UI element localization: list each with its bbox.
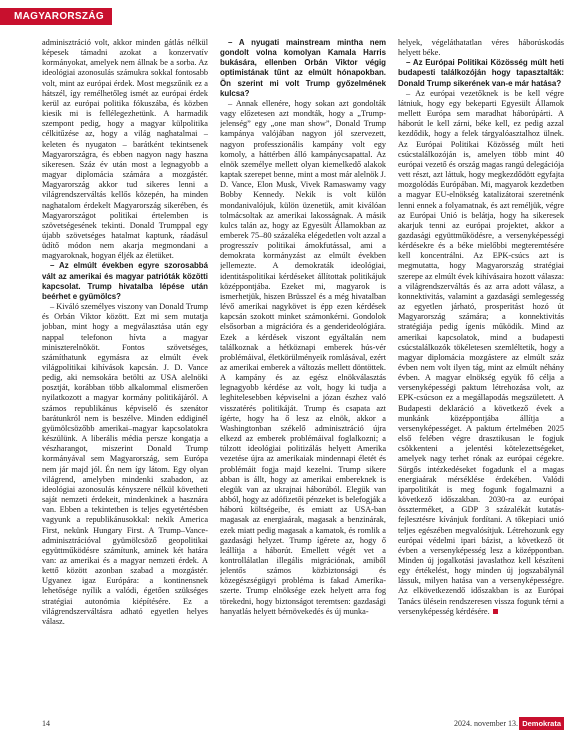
interview-answer: – Az európai vezetőknek is be kell végre látniuk, hogy egy bekeparti Egyesült Államok mellett Európa sem maradhat háborúpárti. A háborút le kell zárni, béke kell, ez pedig azzal kezdődik, hogy a felek tárgyalóasztalhoz ülnek. Az Európai Politikai Közösség múlt heti csúcstalálkozóján is, amelyen több mint 40 európai vezető és ország magas rangú delegációja vett részt, azt láttuk, hogy megkezdődött egyfajta mozgolódás Európában. Mi, magyarok kezdetben a magyar EU-elnökség katalizátorai szeretnénk lenni ennek a folyamatnak, és azt reméljük, végre az Európai Unió is belátja, hogy ha sikeresek akarjuk tenni az európai projektet, akkor a gazdasági együttműködésre, a versenyképességi kérdésekre és a béke mielőbbi megteremtésére kell koncentrálni. Az EPK-csúcs azt is megmutatta, hogy Magyarország stratégiai szerepe az elmúlt évek kihívásaira hozott válasza: a világrendszerváltás és az arra adott válasz, a konnektivitás, valamint a gazdasági semlegesség az egyetlen járható, prosperitást hozó út Magyarország számára; a konnektivitás stratégiája pedig ígenis működik. Mind az amerikai kapcsolatok, mind a budapesti csúcstalálkozók tökéletesen szemléltetik, hogy a magyar diplomácia mozgástere az elmúlt száz évben nem volt ilyen tág, mint az elmúlt néhány évben. A magyar elnökség együk fő célja a versenyképességi paktum létrehozása volt, az EPK-csúcson ez a megállapodás megszületett. A Budapesti deklaráció a következő évek a munkánk középpontjába állítja a versenyképességet. A paktum értelmében 2025 első felében végre drasztikusan le fogjuk csökkenteni a jelentési kötelezettségeket, amelyek nagy terhet rónak az európai cégekre. Sürgős intézkedéseket fogadunk el a magas energiaárak mérséklése érdekében. Valódi iparpolitikát is meg fogunk fogalmazni a következő időszakban. 2030-ra az európai összterméket, a GDP 3 százalékát kutatás-fejlesztésre kívánjuk fordítani. A tőkepiaci unió teljes egészében megvalósítjuk. Létrehozunk egy európai védelmi ipari bázist, a következő öt évben a versenyképesség lesz a középpontban. Minden új jogalkotási javaslathoz kell készíteni egy értékelést, hogy minden új jogszabálynál lássuk, milyen hatása van a versenyképességre. Az elkövetkezendő időszakban is az Európai Tanács ülésein rendszeresen vissza fogunk térni a versenyképesség kérdésére. bbox=[398, 88, 564, 616]
page-number: 14 bbox=[42, 719, 50, 728]
paragraph-continued: helyek, végeláthatatlan véres háborúskodás helyett béke. bbox=[398, 38, 564, 58]
page-footer bbox=[42, 717, 564, 731]
column-3 bbox=[398, 38, 564, 710]
paragraph-continued: adminisztráció volt, akkor minden gátlás nélkül képesek támadni azokat a konzervatív kormányokat, amelyek nem állnak be a sorba. Az ideológiai azonosulás számukra sokkal fontosabb volt, mint az európai érdek. Most megszűnik ez a hátszél, így remélhetőleg ismét az európai érdek kerül az európai politika fókuszába, és közben kiesik mi is fellélegezhetünk. A harmadik szempont pedig, hogy a magyar külpolitika célkitűzése az, hogy a világ naghatalmai – keleten és nyugaton – barátként tekintsenek Magyarországra, és ebben nagyon nagy haszna sikeresen. Száz év után most a legnagyobb a magyar diplomácia számára a mozgástér. Magyarország akkor tud sikeres lenni a világrendszerváltás kellős közepén, ha minden naghatalom érdekelt Magyarország sikerében, és Magyarországot politikai értelemben is szövetségesének tekinti. Donald Trumppal egy újabb szövetséges hatalmat kaptunk, ráadásul üdítő módon nem akarja megmondani a magyaroknak, hogyan éljék az életüket. bbox=[42, 38, 208, 261]
interview-answer: – Kiváló személyes viszony van Donald Trump és Orbán Viktor között. Ezt mi sem mutatja jobban, mint hogy a megválasztása után egy nappal telefonon hívta a magyar miniszterelnököt. Fontos szövetséges, számíthatunk egymásra az elmúlt évek világpolitikai kihívások kapcsán. J. D. Vance pedig, aki nemsokára betölti az USA alelnöki posztját, korábban több alkalommal elismerően nyilatkozott a magyar kormány politikájáról. A számos republikánus képviselő és szenátor barátunkról nem is beszélve. Minden eddiginél gyümölcsözőbb amerikai–magyar kapcsolatokra készülünk. A liberális média persze kongatja a vészharangot, miszerint Donald Trump kormányával sem Magyarország, sem Európa nem jár majd jól. Én nem így látom. Egy olyan világrend, amelyben mindenki szabadon, az ideológiai azonosulás kényszere nélkül követheti saját nemzeti érdekeit, mindenkinek a hasznára van. Ebben a tekintetben is teljes egyetértésben vagyunk a republikánusokkal: nekik America First, nekünk Hungary First. A Trump–Vance-adminisztrációval gyümölcsöző geopolitikai együttműködésre számítunk, aminek két határa van: az amerikai és a magyar nemzeti érdek. A kettő között azonban szabad a mozgástér. Ugyanez igaz Európára: a kontinensnek lehetősége nyílik a valódi, égetően szükséges stratégiai autonómia kiépítésére. Ez a világrendszerváltásra adható egyetlen helyes válasz. bbox=[42, 302, 208, 626]
column-2 bbox=[220, 38, 386, 710]
interview-question: – A nyugati mainstream mintha nem gondolt volna komolyan Kamala Harris bukására, ellenben Orbán Viktor végig optimistának tűnt az elmúlt hónapokban. Ön szerint mi volt Trump győzelmének kulcsa? bbox=[220, 38, 386, 98]
interview-answer: – Annak ellenére, hogy sokan azt gondolták vagy előzetesen azt mondták, hogy a „Trump-jelenség” egy „one man show”, Donald Trump kampánya valójában nagyon jól szervezett, nagyon professzionális kampány volt egy komoly, a háttérben álló kampánycsapattal. Az elnök személye mellett olyan kiemelkedő alakok kaptak szerepet benne, mint a most már alelnök J. D. Vance, Elon Musk, Vivek Ramaswamy vagy Bobby Kennedy. Nekik is volt külön mondanivalójuk, külön üzenetük, amit kiválóan tolmácsoltak az amerikai lakosságnak. A másik kulcs talán az, hogy az Egyesült Államokban az emberek 75–80 százaléka elégedetlen volt azzal a progresszív politikai ámokfutással, ami a demokrata kormányzást az elmúlt években jellemezte. A demokraták ideológiai, identitáspolitikai kérdéseket állítottak politikájuk középpontjába. Ezeket mi, magyarok is ismerhetjük, hiszen Brüsszel és a még hivatalban lévő amerikai nagykövet is épp ezen kérdések kapcsán szokott minket számonkérni. Gondolok elsősorban a migrációra és a genderideológiára. Ezek a kérdések viszont egyáltalán nem találkoznak a hétköznapi emberek hús-vér problémáival, életkörülményeik romlásával, ezért az amerikai emberek a változás mellett döntöttek. A kampány és az egész elnökválasztás legnagyobb kérdése az volt, hogy ki tudja a leghitelesebben képviselni a józan észhez való visszatérés politikáját. Trump és csapata azt ígérte, hogy ha ő lesz az elnök, akkor a Washingtonban székelő adminisztráció újra elkezd az emberek problémáival foglalkozni; a túlzott ideológiai politizálás helyett Amerika vezetése újra az amerikaiak mindennapi életét és problémáit fogja majd kezelni. Trump sikere abban is állt, hogy az amerikai embereknek is elegük van az ukrajnai háborúból. Elegük van abból, hogy az adófizetői pénzeket is belefogják a háború költségeibe, és emiatt az USA-ban magasak az energiaárak, magasak a benzinárak, ezek miatt pedig magasak a kamatok, és romlik a gazdasági helyzet. Trump ígérete az, hogy ő leállítja a háborút. Emellett végét vet a kontrollálatlan illegális migrációnak, amiből jelentős számos közbiztonsági és közegészségügyi probléma is fakad Amerika-szerte. Trump elnöksége ezek helyett arra fog törekedni, hogy biztonságot teremtsen: gazdasági hanyatlás helyett bérnövekedés és új munka- bbox=[220, 98, 386, 616]
interview-question: – Az elmúlt években egyre szorosabbá vált az amerikai és magyar patrióták közötti kapcsolat. Trump hivatalba lépése után beérhet e gyümölcs? bbox=[42, 261, 208, 301]
article-body bbox=[42, 38, 564, 710]
interview-question: – Az Európai Politikai Közösség múlt heti budapesti találkozóján hogy tapasztalták: Donald Trump sikerének van-e már hatása? bbox=[398, 58, 564, 88]
section-tag: MAGYARORSZÁG bbox=[0, 8, 112, 25]
column-1 bbox=[42, 38, 208, 710]
issue-date: 2024. november 13. bbox=[454, 719, 518, 728]
end-of-article-mark bbox=[493, 609, 498, 614]
brand-logo: Demokrata bbox=[519, 717, 564, 730]
